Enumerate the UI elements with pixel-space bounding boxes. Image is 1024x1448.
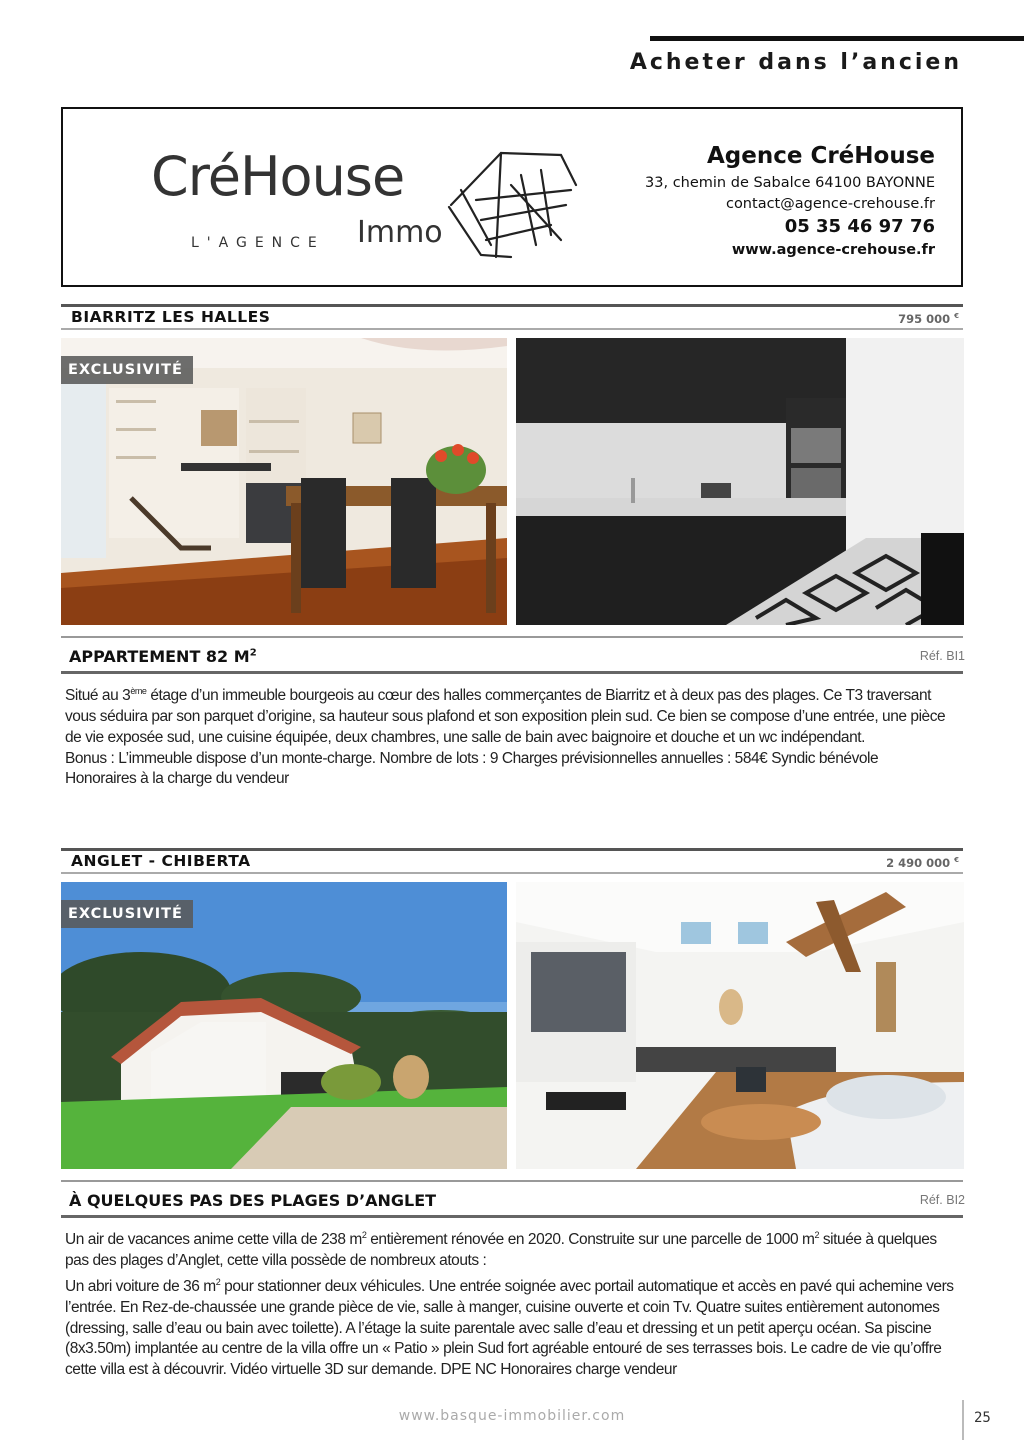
listing-ref: Réf. BI1 [919,649,965,663]
listing-price: 795 000 € [898,312,959,326]
listing-description: Situé au 3ème étage d’un immeuble bourgeois au cœur des halles commerçantes de Biarritz et à deux pas des plages. Ce T3 traversant vous séduira par son parquet d’origine, sa hauteur sous plafond et son exposition plein sud. Ce bien se compose d’une entrée, une pièce de vie exposée sud, une cuisine équipée, deux chambres, une salle de bain avec baignoire et douche et un wc indépendant. Bonus : L’immeuble dispose d’un monte-charge. Nombre de lots : 9 Charges prévisionnelles annuelles : 584€ Syndic bénévole Honoraires à la charge du vendeur [65,686,946,788]
villa-living-image [516,882,964,1169]
listing-price: 2 490 000 € [886,856,959,870]
listing-photo-kitchen[interactable] [516,338,964,625]
listing-city: BIARRITZ LES HALLES [71,308,271,326]
agency-box [61,107,963,287]
listing-photo-villa-exterior[interactable] [61,882,507,1169]
footer-website[interactable]: www.basque-immobilier.com [398,1408,626,1424]
agency-phone[interactable]: 05 35 46 97 76 [784,216,935,237]
exclusivity-badge: EXCLUSIVITÉ [61,356,193,384]
listing-description: Un air de vacances anime cette villa de 238 $m^2$ entièrement rénovée en 2020. Construite sur une parcelle de 1000 $m^2$ située à quelques pas des plages d’Anglet, cette villa possède de nombreux atouts : Un abri voiture de 36 $m^2$ pour stationner deux véhicules. Une entrée soignée avec portail automatique et accès en pavé qui achemine vers l’entrée. En Rez-de-chaussée une grande pièce de vie, salle à manger, cuisine ouverte et coin Tv. Quatre suites entièrement autonomes (dressing, salle d’eau ou bain avec toilette). A l’étage la suite parentale avec salle d’eau et dressing et un petit aperçu océan. Sa piscine (8x3.50m) implantée au centre de la villa offre un « Patio » plein Sud fort agréable entouré de ses terrasses bois. Le cadre de vie qu’offre cette villa est à découvrir. Vidéo virtuelle 3D sur demande. DPE NC Honoraires charge vendeur [65,1230,954,1379]
agency-email[interactable]: contact@agence-crehouse.fr [725,196,935,212]
listing-title: À QUELQUES PAS DES PLAGES D’ANGLET [69,1191,437,1210]
listing-ref: Réf. BI2 [919,1193,965,1207]
agency-name: Agence CréHouse [706,143,935,169]
listing-title: APPARTEMENT 82 $M^2$ [69,647,257,666]
listing-header [61,304,963,330]
exclusivity-badge: EXCLUSIVITÉ [61,900,193,928]
agency-contact [645,143,935,261]
listing-header [61,848,963,874]
listing-photo-villa-living[interactable] [516,882,964,1169]
listing-subheader [61,636,963,674]
listing-subheader [61,1180,963,1218]
section-title: Acheter dans l’ancien [629,50,962,75]
page-number: 25 [962,1400,998,1440]
logo-wordmark: CréHouse [151,145,405,208]
header-rule [650,36,1024,41]
listing-photo-living-room[interactable] [61,338,507,625]
logo-house-sketch-icon [441,145,581,265]
kitchen-image [516,338,964,625]
agency-logo [151,145,571,265]
logo-immo: Immo [357,215,443,250]
agency-website[interactable]: www.agence-crehouse.fr [731,242,935,258]
logo-agence: L'AGENCE [191,235,325,251]
agency-address: 33, chemin de Sabalce 64100 BAYONNE [645,175,935,191]
listing-city: ANGLET - CHIBERTA [71,852,251,870]
